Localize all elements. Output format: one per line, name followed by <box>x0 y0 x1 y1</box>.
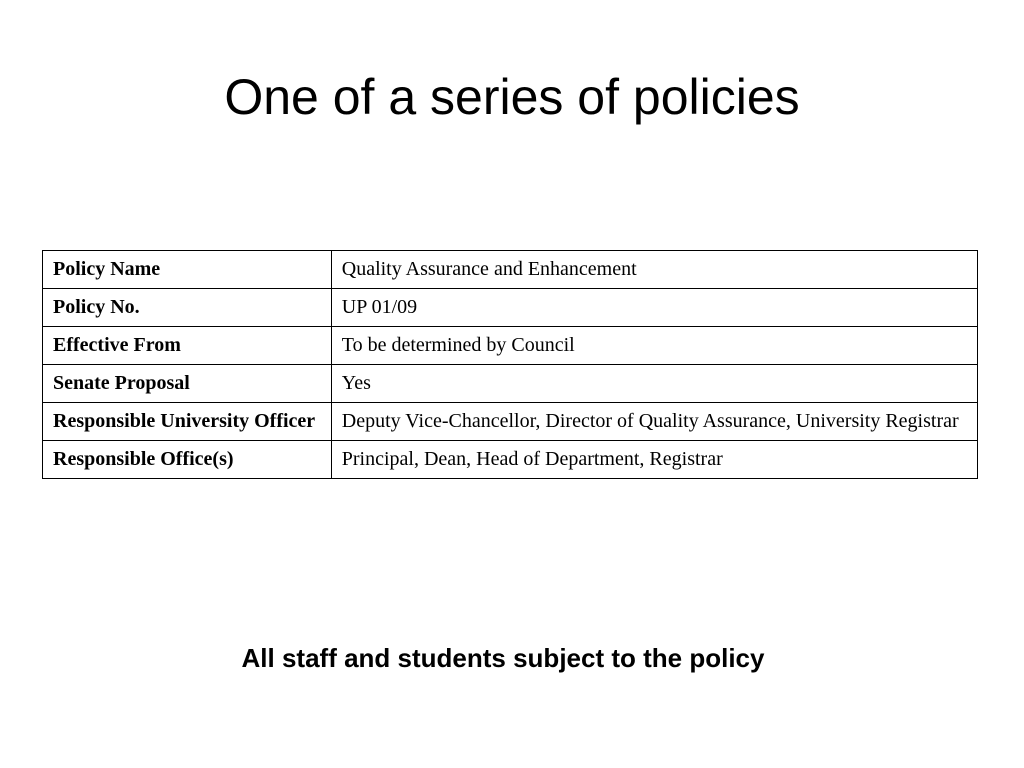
footer-note: All staff and students subject to the policy <box>241 643 765 673</box>
policy-number-value: UP 01/09 <box>331 289 977 327</box>
policy-number-label: Policy No. <box>43 289 332 327</box>
responsible-officer-value: Deputy Vice-Chancellor, Director of Quality Assurance, University Registrar <box>331 403 977 441</box>
policy-table <box>42 250 978 479</box>
policy-name-label: Policy Name <box>43 251 332 289</box>
policy-name-value: Quality Assurance and Enhancement <box>331 251 977 289</box>
table-row <box>43 327 978 365</box>
table-row <box>43 441 978 479</box>
senate-proposal-label: Senate Proposal <box>43 365 332 403</box>
effective-from-label: Effective From <box>43 327 332 365</box>
responsible-office-value: Principal, Dean, Head of Department, Registrar <box>331 441 977 479</box>
responsible-office-label: Responsible Office(s) <box>43 441 332 479</box>
senate-proposal-value: Yes <box>331 365 977 403</box>
effective-from-value: To be determined by Council <box>331 327 977 365</box>
table-row <box>43 365 978 403</box>
table-row <box>43 403 978 441</box>
responsible-officer-label: Responsible University Officer <box>43 403 332 441</box>
table-row <box>43 251 978 289</box>
slide-title: One of a series of policies <box>224 69 800 125</box>
table-row <box>43 289 978 327</box>
